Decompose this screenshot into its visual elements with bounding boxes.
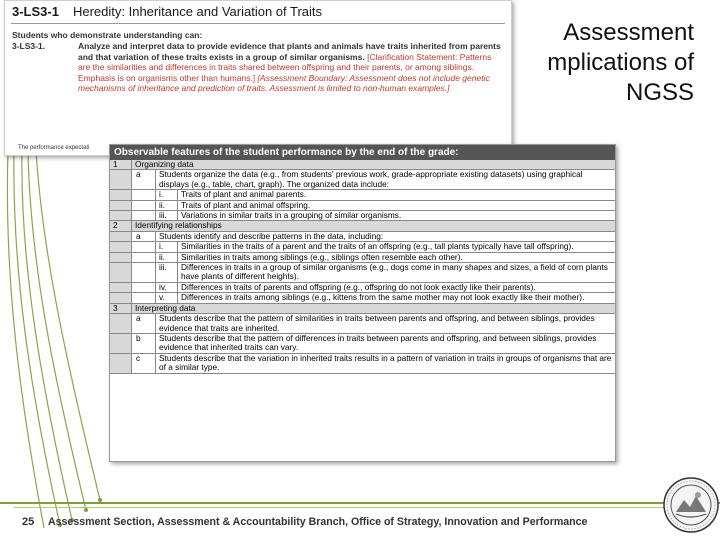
subitem-spacer [110,242,132,251]
performance-expectation [5,40,511,94]
subitem-spacer [110,283,132,292]
subitem-spacer-2 [132,293,156,302]
item-letter: a [132,170,156,189]
footer-rule-thin [14,507,674,508]
subitem-spacer-2 [132,211,156,220]
section-number: 2 [110,221,132,230]
subitem-spacer [110,253,132,262]
item-row [110,334,615,354]
subitem-spacer-2 [132,201,156,210]
standard-excerpt [4,0,512,156]
footer-text: Assessment Section, Assessment & Accountability Branch, Office of Strategy, Innovation and Performance [48,516,588,528]
subitem-spacer [110,190,132,199]
item-row [110,354,615,374]
subitem-spacer-2 [132,253,156,262]
observable-features-header: Observable features of the student performance by the end of the grade: [110,145,615,160]
item-text: Students organize the data (e.g., from students' previous work, grade-appropriate existing datasets) using graphical displays (e.g., table, chart, graph). The organized data include: [159,169,583,189]
standard-heading [5,1,511,23]
subitem-row [110,263,615,283]
subitem-spacer [110,293,132,302]
state-seal-icon [662,476,720,534]
subitem-roman: iv. [156,283,178,292]
item-row [110,170,615,190]
clarification-statement: [Clarification Statement: Patterns are the similarities and differences in traits shared between offspring and their parents, or among siblings. Emphasis is on organisms other than humans.] [78,51,492,83]
subitem-spacer-2 [132,263,156,282]
subitem-text: Differences in traits in a group of similar organisms (e.g., dogs come in many shapes and sizes, a field of corn plants have plants of different heights). [181,262,608,282]
item-text: Students describe that the pattern of similarities in traits between parents and offspring, and between siblings, provides evidence that traits are inherited. [159,313,595,333]
subitem-roman: v. [156,293,178,302]
slide-title [494,18,694,108]
subitem-spacer-2 [132,242,156,251]
subitem-text: Differences in traits of parents and offspring (e.g., offspring do not look exactly like their parents). [181,281,536,292]
item-spacer [110,334,132,353]
item-spacer [110,170,132,189]
subitem-text: Similarities in traits among siblings (e.g., siblings often resemble each other). [181,251,463,262]
standard-code: 3-LS3-1 [12,4,59,19]
subitem-roman: iii. [156,263,178,282]
item-letter: a [132,232,156,241]
standard-lead: Students who demonstrate understanding can: [12,30,203,40]
section-number: 1 [110,160,132,169]
slide-title-line-2: mplications of [547,49,694,76]
subitem-roman: ii. [156,253,178,262]
item-letter: c [132,354,156,373]
subitem-roman: iii. [156,211,178,220]
subitem-roman: ii. [156,201,178,210]
performance-note: The performance expectati [18,145,90,151]
subitem-spacer [110,201,132,210]
footer-rule [0,502,720,504]
pe-text: Analyze and interpret data to provide evidence that plants and animals have traits inherited from parents and that variation of these traits exists in a group of similar organisms. [78,41,501,62]
slide-title-line-1: Assessment [563,19,694,46]
pe-text-block [78,41,504,94]
standard-title: Heredity: Inheritance and Variation of Traits [72,4,323,19]
item-text: Students identify and describe patterns in the data, including: [159,230,384,241]
subitem-text: Similarities in the traits of a parent and the traits of an offspring (e.g., tall plants typically have tall offspring). [181,241,574,252]
subitem-text: Differences in traits among siblings (e.g., kittens from the same mother may not look exactly like their mother). [181,292,585,303]
section-title: Identifying relationships [132,221,615,230]
item-letter: b [132,334,156,353]
pe-code: 3-LS3-1. [12,41,46,51]
subitem-roman: i. [156,190,178,199]
item-text: Students describe that the pattern of differences in traits between parents and offspring, and between siblings, provides evidence that inherited traits can vary. [159,332,597,353]
subitem-text: Variations in similar traits in a grouping of similar organisms. [181,210,402,221]
item-spacer [110,314,132,333]
subitem-text: Traits of plant and animal parents. [181,189,307,200]
observable-features-table [109,144,616,462]
page-number: 25 [22,516,35,528]
item-letter: a [132,314,156,333]
slide-title-line-3: NGSS [625,79,694,106]
item-spacer [110,354,132,373]
assessment-boundary: [Assessment Boundary: Assessment does not include genetic mechanisms of inheritance and prediction of traits. Assessment is limited to non-human examples.] [78,72,490,94]
subitem-roman: i. [156,242,178,251]
section-number: 3 [110,304,132,313]
subitem-text: Traits of plant and animal offspring. [181,199,311,210]
observable-features-list [110,160,615,374]
item-spacer [110,232,132,241]
subitem-spacer [110,211,132,220]
section-title: Organizing data [132,160,615,169]
item-row [110,314,615,334]
section-title: Interpreting data [132,304,615,313]
subitem-spacer-2 [132,190,156,199]
item-text: Students describe that the variation in inherited traits results in a pattern of variation in traits in groups of organisms that are of a similar type. [159,352,612,373]
subitem-spacer-2 [132,283,156,292]
subitem-spacer [110,263,132,282]
